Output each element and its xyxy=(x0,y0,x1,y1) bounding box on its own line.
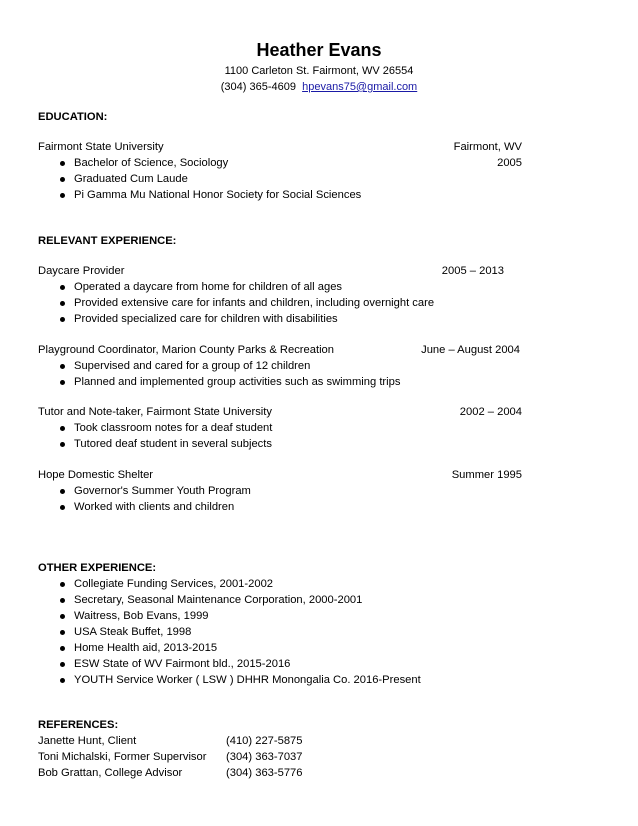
job-row xyxy=(38,342,522,358)
job-title: Playground Coordinator, Marion County Parks & Recreation xyxy=(38,344,334,356)
reference-phone: (304) 363-5776 xyxy=(226,767,303,779)
job-dates: 2002 – 2004 xyxy=(459,406,522,418)
job-dates: June – August 2004 xyxy=(421,344,520,356)
other-experience-heading: OTHER EXPERIENCE: xyxy=(38,562,157,574)
bullet-icon xyxy=(60,161,65,166)
job-title: Tutor and Note-taker, Fairmont State University xyxy=(38,406,272,418)
bullet-icon xyxy=(60,364,65,369)
relevant-experience-heading: RELEVANT EXPERIENCE: xyxy=(38,235,177,247)
graduation-year: 2005 xyxy=(497,157,522,169)
bullet-icon xyxy=(60,598,65,603)
job-dates: 2005 – 2013 xyxy=(441,265,504,277)
job-row xyxy=(38,467,522,483)
school-location: Fairmont, WV xyxy=(453,141,522,153)
bullet-icon xyxy=(60,505,65,510)
bullet-icon xyxy=(60,301,65,306)
email-link[interactable]: hpevans75@gmail.com xyxy=(302,81,418,93)
education-school-row xyxy=(38,139,522,155)
reference-name: Janette Hunt, Client xyxy=(38,735,137,747)
reference-phone: (304) 363-7037 xyxy=(226,751,303,763)
school-name: Fairmont State University xyxy=(38,141,164,153)
bullet-icon xyxy=(60,380,65,385)
bullet-icon xyxy=(60,177,65,182)
bullet-icon xyxy=(60,678,65,683)
bullet-icon xyxy=(60,582,65,587)
bullet-icon xyxy=(60,317,65,322)
bullet-icon xyxy=(60,193,65,198)
contact-line xyxy=(0,81,638,93)
reference-phone: (410) 227-5875 xyxy=(226,735,303,747)
job-row xyxy=(38,404,522,420)
reference-name: Bob Grattan, College Advisor xyxy=(38,767,183,779)
resume-name: Heather Evans xyxy=(256,40,382,60)
job-dates: Summer 1995 xyxy=(451,469,522,481)
resume-page: Heather Evans 1100 Carleton St. Fairmont, WV 26554 (304) 365-4609 hpevans75@gmail.com EDUCATION: Fairmont State University Fairmont, WV 2005 Bachelor of Science, Sociology Graduated Cum Laude Pi Gamma Mu National Honor Society for Social Sciences RELEVANT EXPERIENCE: Daycare Provider 2005 – 2013 Operated a daycare from home for children of all ages Provided extensive care for infants and children, including overnight care Provided specialized care for children with disabilities Playground Coordinator, Marion County Parks & Recreation June – August 2004 Supervised and cared for a group of 12 children Planned and implemented group activities such as swimming trips Tutor and Note-taker, Fairmont State University 2002 – 2004 Took classroom notes for a deaf student Tutored deaf student in several subjects Hope Domestic Shelter Summer 1995 Governor's Summer Youth Program Worked with clients and children OTHER EXPERIENCE: Collegiate Funding Services, 2001-2002 Secretary, Seasonal Maintenance Corporation, 2000-2001 Waitress, Bob Evans, 1999 USA Steak Buffet, 1998 Home Health aid, 2013-2015 ESW State of WV Fairmont bld., 2015-2016 YOUTH Service Worker ( LSW ) DHHR Monongalia Co. 2016-Present REFERENCES: Janette Hunt, Client (410) 227-5875 Toni Michalski, Former Supervisor (304) 363-7037 Bob Grattan, College Advisor (304) 363-5776 xyxy=(0,0,638,826)
bullet-icon xyxy=(60,285,65,290)
bullet-icon xyxy=(60,662,65,667)
bullet-icon xyxy=(60,646,65,651)
education-heading: EDUCATION: xyxy=(38,111,108,123)
bullet-icon xyxy=(60,489,65,494)
bullet-icon xyxy=(60,614,65,619)
bullet-icon xyxy=(60,426,65,431)
bullet-icon xyxy=(60,442,65,447)
address-line: 1100 Carleton St. Fairmont, WV 26554 xyxy=(224,65,414,77)
job-row xyxy=(38,263,522,279)
job-title: Hope Domestic Shelter xyxy=(38,469,154,481)
phone-number: (304) 365-4609 xyxy=(220,81,296,93)
job-title: Daycare Provider xyxy=(38,265,125,277)
reference-name: Toni Michalski, Former Supervisor xyxy=(38,751,207,763)
references-heading: REFERENCES: xyxy=(38,719,119,731)
bullet-icon xyxy=(60,630,65,635)
